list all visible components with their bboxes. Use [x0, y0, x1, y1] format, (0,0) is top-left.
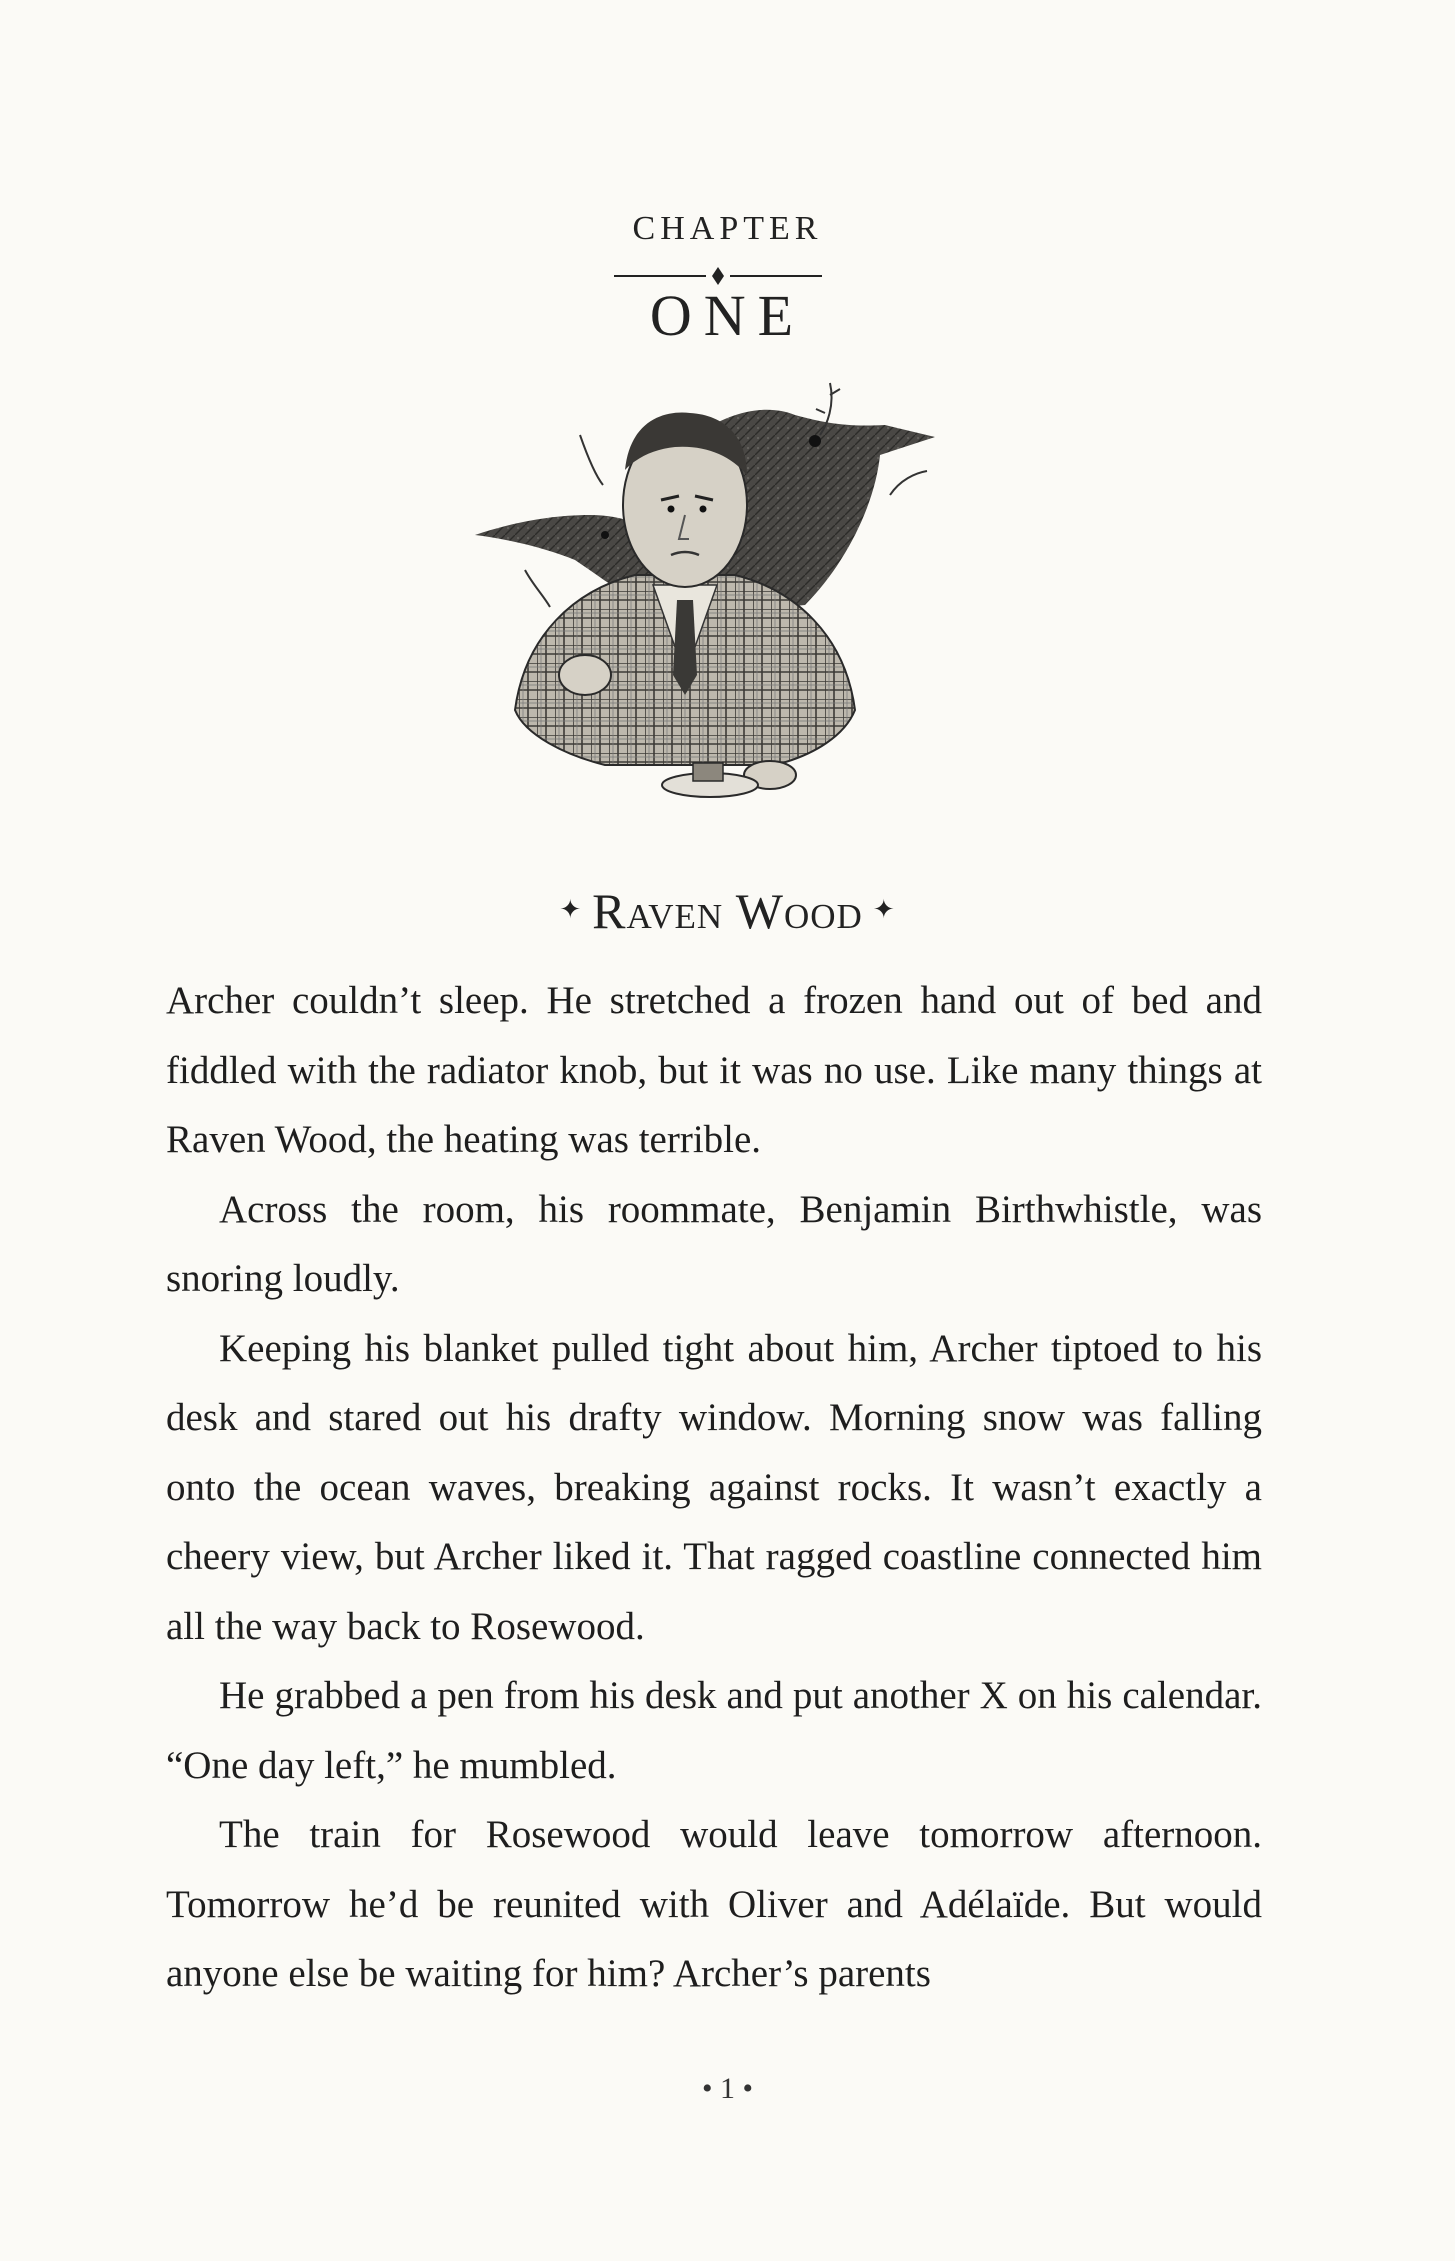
page-number: • 1 • — [701, 2072, 753, 2105]
section-title-text: Raven Wood — [592, 883, 863, 939]
chapter-number: ONE — [649, 283, 806, 348]
flourish-left-icon: ✦ — [559, 895, 583, 924]
body-text — [166, 966, 1262, 2009]
section-title — [0, 882, 1455, 940]
paragraph: Archer couldn’t sleep. He stretched a frozen hand out of bed and fiddled with the radiator knob, but it was no use. Like many things at Raven Wood, the heating was terrible. — [166, 979, 1262, 1161]
paragraph: Across the room, his roommate, Benjamin Birthwhistle, was snoring loudly. — [166, 1187, 1262, 1300]
man-with-ravens-illustration — [375, 375, 1075, 845]
paragraph: He grabbed a pen from his desk and put another X on his calendar. “One day left,” he mumbled. — [166, 1674, 1262, 1787]
chapter-label: CHAPTER — [632, 210, 823, 247]
paragraph: The train for Rosewood would leave tomorrow afternoon. Tomorrow he’d be reunited with Oliver and Adélaïde. But would anyone else be waiting for him? Archer’s parents — [166, 1813, 1262, 1995]
paragraph: Keeping his blanket pulled tight about him, Archer tiptoed to his desk and stared out his drafty window. Morning snow was falling onto the ocean waves, breaking against rocks. It wasn’t exactly a cheery view, but Archer liked it. That ragged coastline connected him all the way back to Rosewood. — [166, 1326, 1262, 1648]
flourish-right-icon: ✦ — [872, 895, 896, 924]
